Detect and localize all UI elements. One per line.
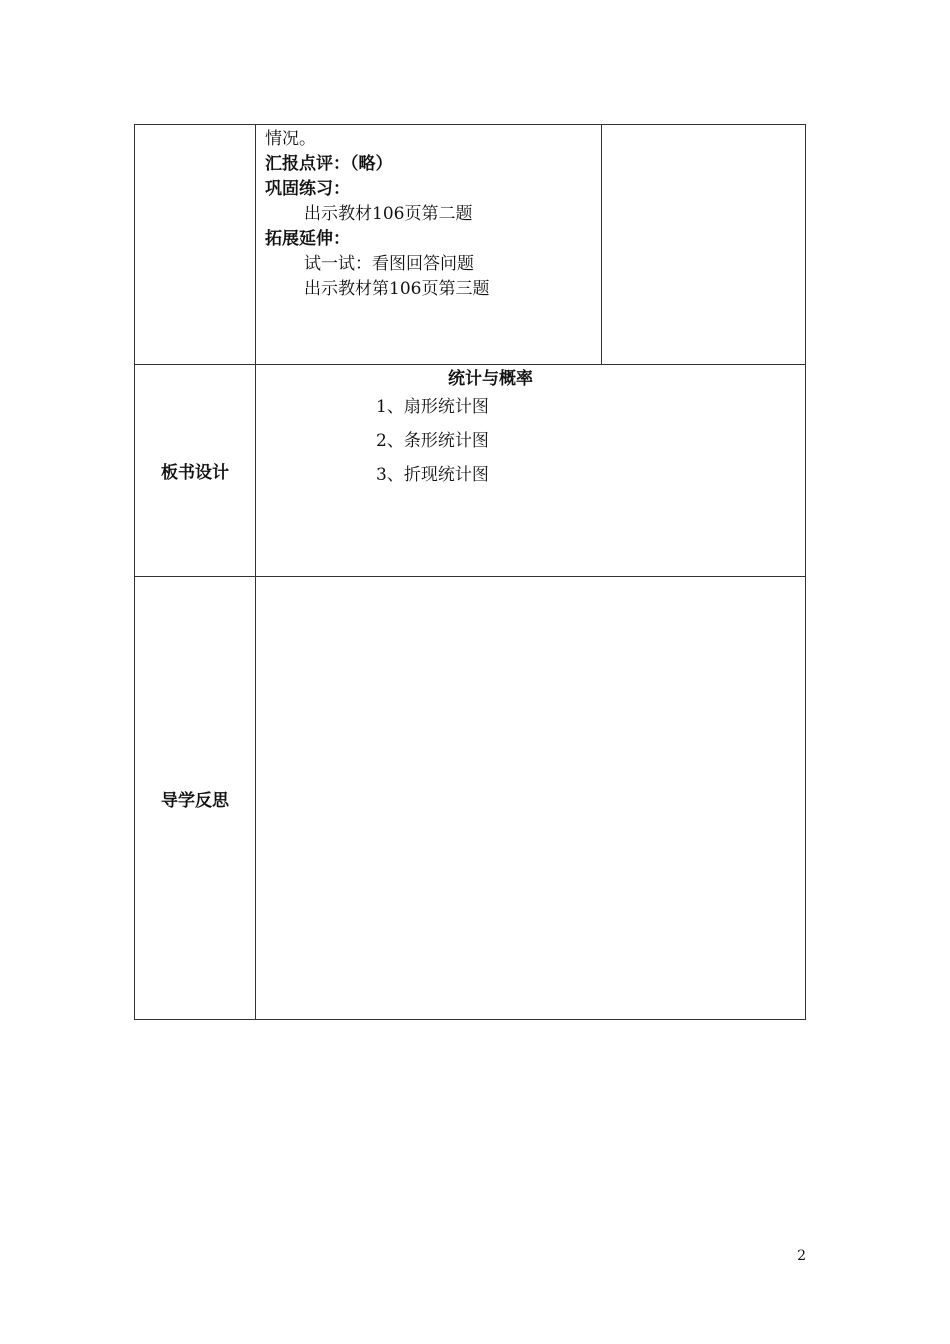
- activity-label-cell: [135, 125, 256, 365]
- report-heading: 汇报点评：（略）: [265, 154, 393, 174]
- situation-text: 情况。: [265, 129, 316, 149]
- board-design-label: 板书设计: [135, 365, 256, 577]
- activity-notes-cell: [602, 125, 806, 365]
- board-title: 统计与概率: [448, 369, 533, 389]
- extension-item-2: 出示教材第106页第三题: [304, 279, 490, 299]
- board-item-1: 1、扇形统计图: [376, 397, 489, 417]
- practice-item: 出示教材106页第二题: [304, 204, 473, 224]
- reflection-content: [256, 577, 806, 1020]
- extension-heading: 拓展延伸：: [265, 229, 350, 249]
- board-design-content: [256, 365, 806, 577]
- activity-content-cell: [256, 125, 602, 365]
- reflection-row: [135, 577, 806, 1020]
- practice-heading: 巩固练习：: [265, 179, 350, 199]
- board-design-row: [135, 365, 806, 577]
- extension-item-1: 试一试：看图回答问题: [304, 254, 474, 274]
- lesson-plan-table: [134, 124, 806, 1020]
- activity-row: [135, 125, 806, 365]
- board-item-3: 3、折现统计图: [376, 465, 489, 485]
- board-item-2: 2、条形统计图: [376, 431, 489, 451]
- reflection-label: 导学反思: [135, 577, 256, 1020]
- page-number: 2: [797, 1248, 806, 1264]
